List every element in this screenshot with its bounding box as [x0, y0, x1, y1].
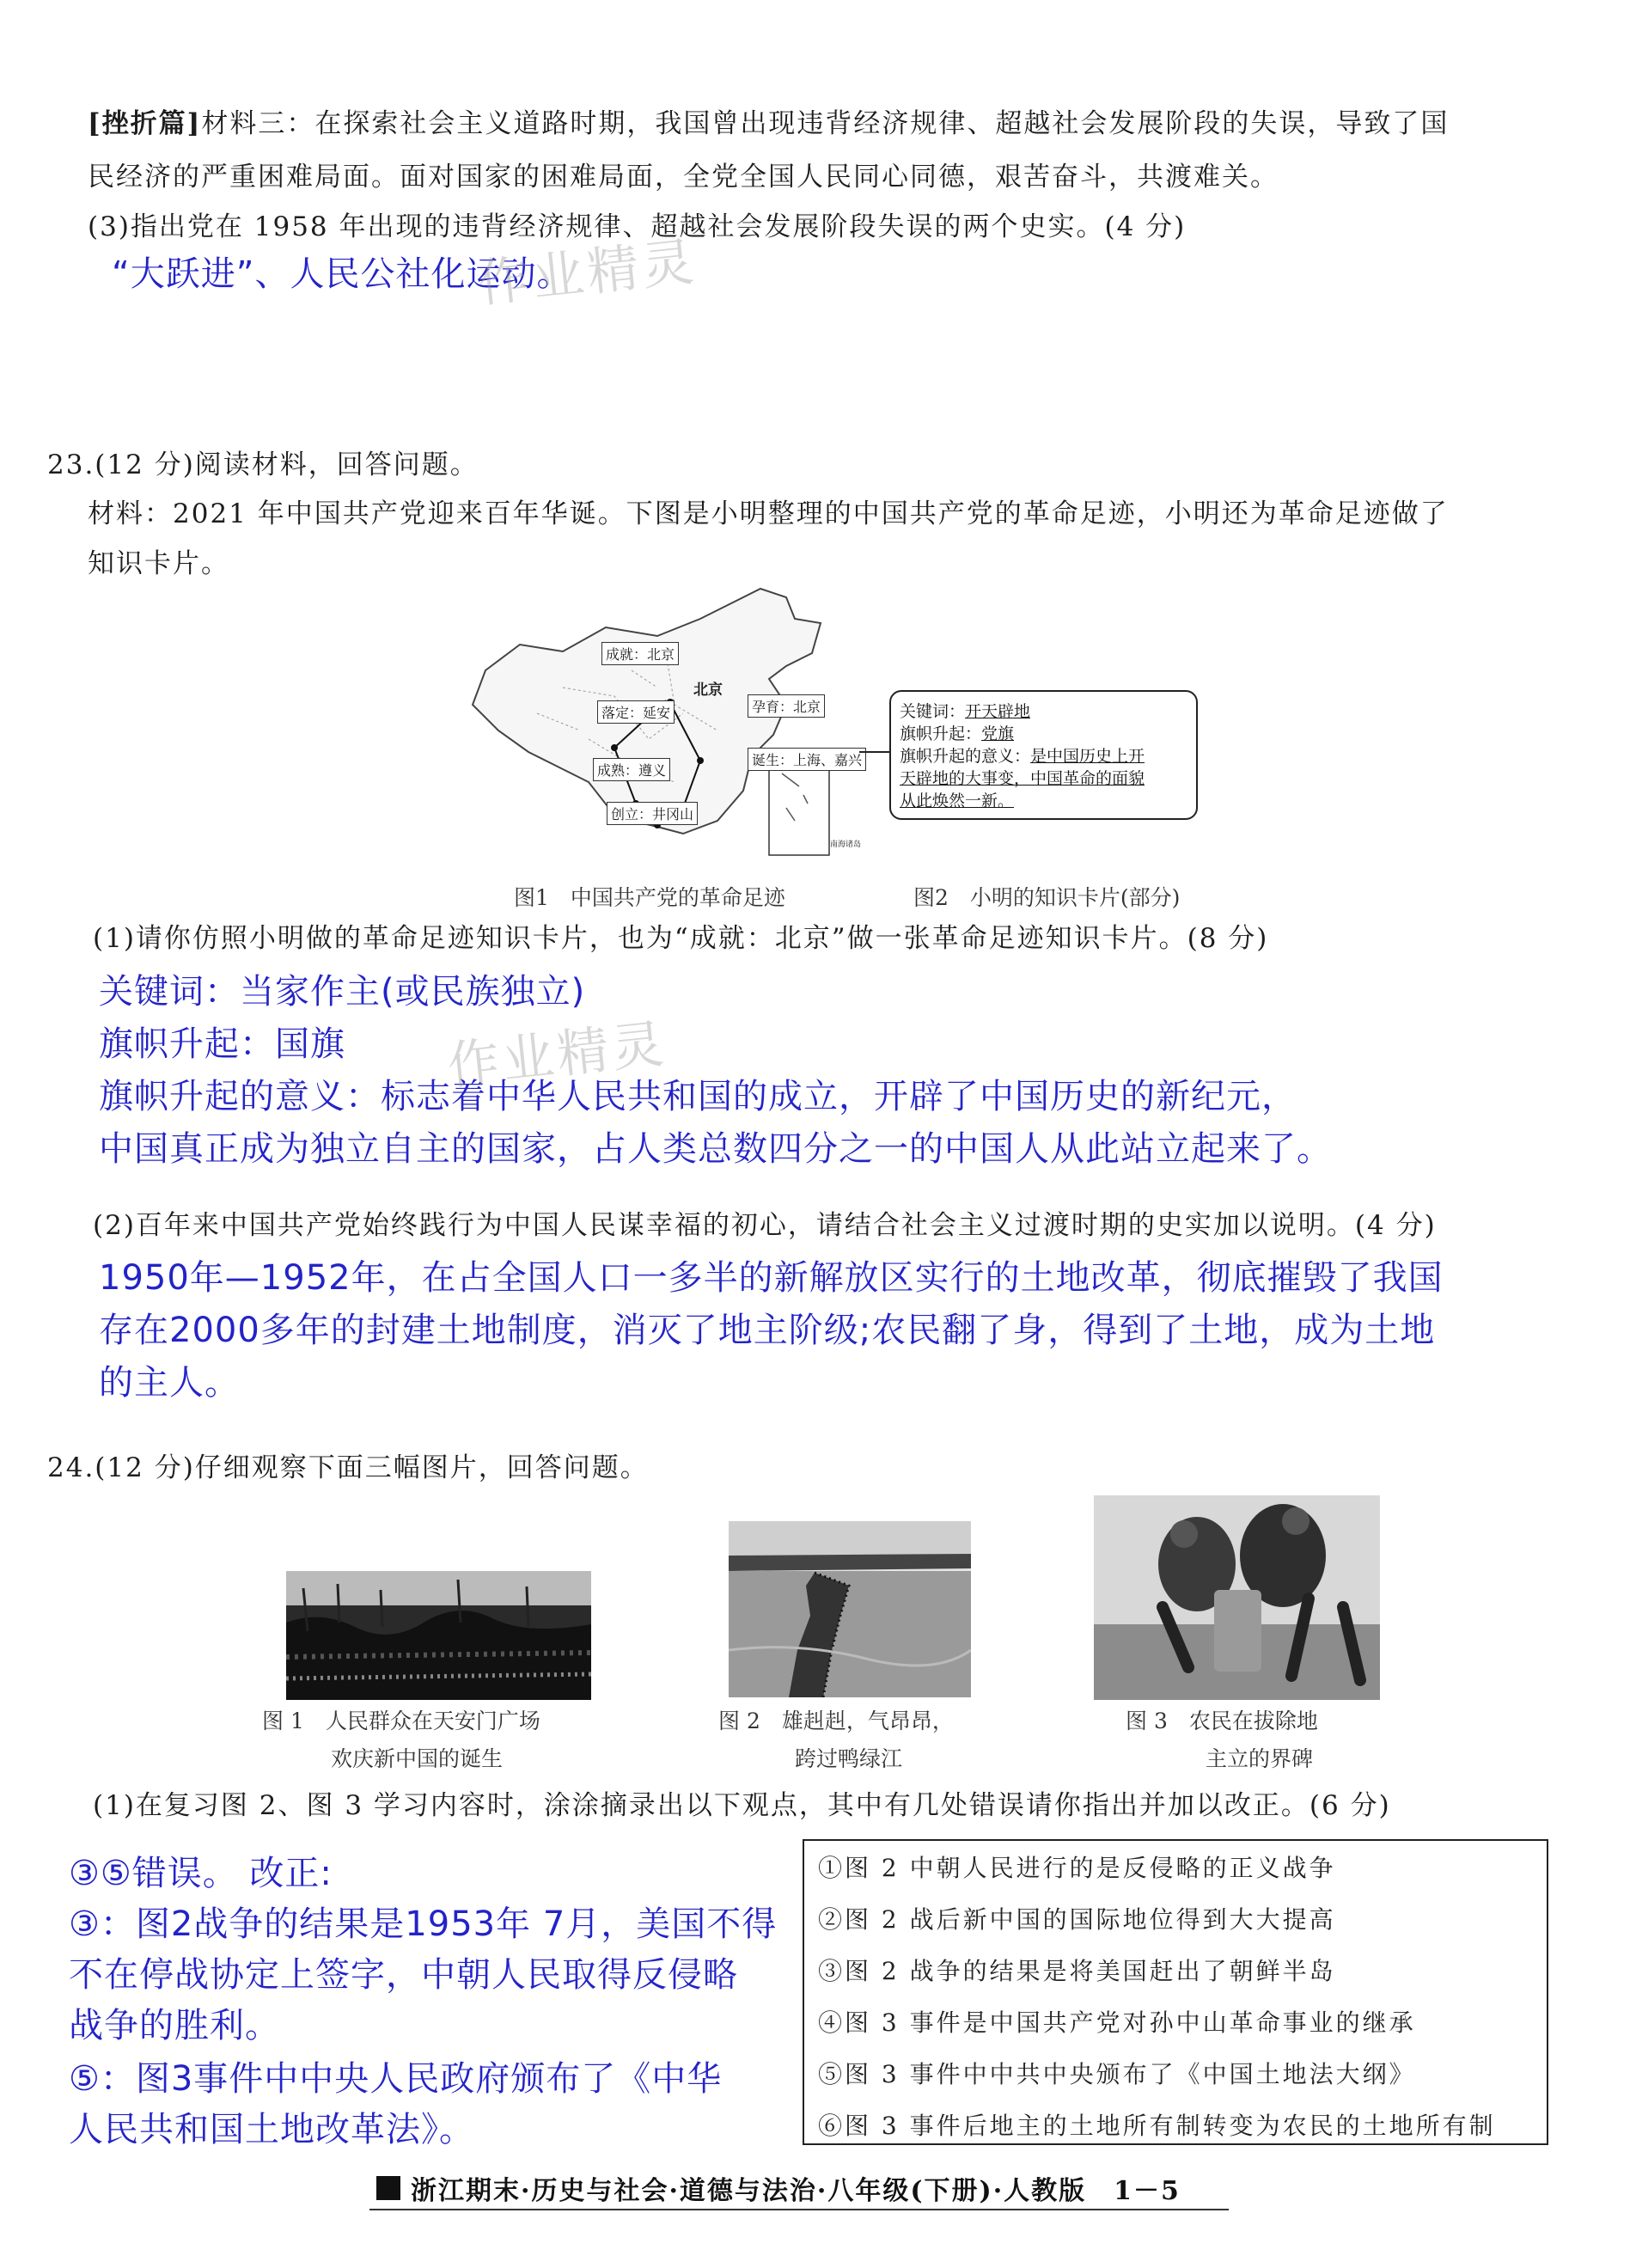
q23-answer-1-line4: 中国真正成为独立自主的国家，占人类总数四分之一的中国人从此站立起来了。 [99, 1129, 1332, 1169]
knowledge-card [889, 690, 1198, 820]
card-flag-value: 党旗 [981, 724, 1015, 743]
statements-box [803, 1839, 1548, 2145]
map-label-luoding: 落定：延安 [597, 700, 675, 724]
map-label-yunyu: 孕育：北京 [748, 694, 825, 718]
q24-answer-line1: ③⑤错误。 改正: [69, 1854, 333, 1893]
footer-square-icon [376, 2176, 400, 2200]
card-meaning-line2: 天辟地的大事变，中国革命的面貌 [900, 769, 1145, 788]
q24-answer-line4: 战争的胜利。 [69, 2006, 280, 2045]
fig3-caption-b: 主立的界碑 [1206, 1746, 1314, 1771]
map-inset-label: 南海诸岛 [830, 841, 862, 849]
card-key-label: 关键词： [900, 702, 966, 721]
answer-3: “大跃进”、人民公社化运动。 [112, 254, 572, 294]
q24-heading: 24.(12 分)仔细观察下面三幅图片，回答问题。 [47, 1452, 649, 1483]
q24-answer-line3: 不在停战协定上签字，中朝人民取得反侵略 [69, 1955, 738, 1995]
section-tag: [挫折篇] [88, 108, 202, 139]
statement-3: ③图 2 战争的结果是将美国赶出了朝鲜半岛 [818, 1957, 1336, 1985]
q23-answer-1-line3: 旗帜升起的意义：标志着中华人民共和国的成立，开辟了中国历史的新纪元， [99, 1077, 1297, 1116]
material-three-line1 [88, 101, 1449, 140]
page-footer: 浙江期末·历史与社会·道德与法治·八年级(下册)·人教版 1－5 [411, 2176, 1181, 2206]
q23-answer-1-line1: 关键词：当家作主(或民族独立) [99, 972, 586, 1012]
card-key-value: 开天辟地 [965, 702, 1031, 721]
q23-answer-1-line2: 旗帜升起：国旗 [99, 1024, 345, 1064]
card-meaning-line3: 从此焕然一新。 [900, 792, 1015, 810]
photo-tiananmen-crowd [286, 1571, 591, 1700]
q23-question-2: (2)百年来中国共产党始终践行为中国人民谋幸福的初心，请结合社会主义过渡时期的史实加以说明。(4 分) [93, 1210, 1437, 1241]
card-connector [859, 743, 894, 761]
card-meaning-value: 是中国历史上开 [1030, 747, 1145, 766]
fig2-caption-b: 跨过鸭绿江 [795, 1746, 903, 1771]
fig1-caption-b: 欢庆新中国的诞生 [331, 1746, 504, 1771]
statement-5: ⑤图 3 事件中中共中央颁布了《中国土地法大纲》 [818, 2060, 1416, 2088]
fig2-caption-a: 图 2 雄赳赳，气昂昂， [718, 1709, 954, 1733]
map-caption-fig1: 图1 中国共产党的革命足迹 [514, 885, 785, 910]
fig1-caption-a: 图 1 人民群众在天安门广场 [262, 1709, 540, 1733]
watermark-2: 作业精灵 [444, 1013, 670, 1097]
q23-material-line2: 知识卡片。 [88, 548, 229, 579]
statement-1: ①图 2 中朝人民进行的是反侵略的正义战争 [818, 1854, 1336, 1882]
statement-2: ②图 2 战后新中国的国际地位得到大大提高 [818, 1905, 1336, 1934]
map-label-dansheng: 诞生：上海、嘉兴 [748, 748, 866, 771]
card-flag-label: 旗帜升起： [900, 724, 982, 743]
map-label-chengjiu: 成就：北京 [601, 642, 679, 665]
photo-yalu-river-crossing [729, 1521, 971, 1697]
revolution-footprint-map [460, 584, 889, 868]
q23-answer-2-line2: 存在2000多年的封建土地制度，消灭了地主阶级;农民翻了身，得到了土地，成为土地 [99, 1311, 1436, 1350]
map-label-chuangli: 创立：井冈山 [607, 802, 698, 825]
fig3-caption-a: 图 3 农民在拔除地 [1126, 1709, 1318, 1733]
question-3: (3)指出党在 1958 年出现的违背经济规律、超越社会发展阶段失误的两个史实。(4 分) [88, 211, 1187, 242]
map-caption-fig2: 图2 小明的知识卡片(部分) [913, 885, 1181, 910]
q23-answer-2-line1: 1950年—1952年，在占全国人口一多半的新解放区实行的土地改革，彻底摧毁了我国 [99, 1258, 1444, 1298]
q24-question-1: (1)在复习图 2、图 3 学习内容时，涂涂摘录出以下观点，其中有几处错误请你指出并加以改正。(6 分) [93, 1790, 1391, 1821]
card-meaning-label: 旗帜升起的意义： [900, 747, 1031, 766]
map-label-chengshu: 成熟：遵义 [593, 758, 670, 781]
q24-answer-line6: 人民共和国土地改革法》。 [69, 2110, 474, 2149]
statement-4: ④图 3 事件是中国共产党对孙中山革命事业的继承 [818, 2008, 1416, 2037]
statement-6: ⑥图 3 事件后地主的土地所有制转变为农民的土地所有制 [818, 2112, 1496, 2140]
q23-answer-2-line3: 的主人。 [99, 1363, 240, 1403]
q23-question-1: (1)请你仿照小明做的革命足迹知识卡片，也为“成就：北京”做一张革命足迹知识卡片。(8 分) [93, 923, 1269, 954]
watermark: 作业精灵 [474, 231, 700, 315]
map-label-beijing: 北京 [693, 682, 723, 699]
q23-material-line1: 材料：2021 年中国共产党迎来百年华诞。下图是小明整理的中国共产党的革命足迹，小明还为革命足迹做了 [88, 498, 1449, 529]
material-three-line2: 民经济的严重困难局面。面对国家的困难局面，全党全国人民同心同德，艰苦奋斗，共渡难关。 [88, 162, 1279, 193]
q23-heading: 23.(12 分)阅读材料，回答问题。 [47, 449, 479, 480]
material-three-text: 材料三：在探索社会主义道路时期，我国曾出现违背经济规律、超越社会发展阶段的失误，导致了国 [201, 108, 1450, 139]
footer-rule [369, 2209, 1229, 2210]
q24-answer-line5: ⑤：图3事件中中央人民政府颁布了《中华 [69, 2059, 723, 2099]
photo-farmers-boundary-stone [1094, 1495, 1380, 1700]
q24-answer-line2: ③：图2战争的结果是1953年 7月，美国不得 [69, 1904, 778, 1944]
